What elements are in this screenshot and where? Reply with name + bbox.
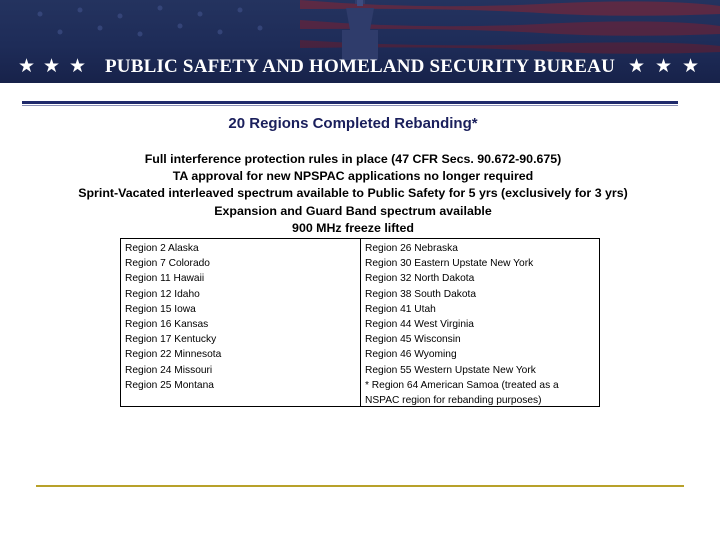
star-icon: ★: [18, 56, 36, 77]
top-divider: [22, 101, 678, 104]
summary-lines: [0, 151, 706, 237]
region-cell: Region 26 Nebraska: [365, 243, 458, 254]
summary-line: TA approval for new NPSPAC applications no longer required: [172, 169, 534, 184]
summary-line: Sprint-Vacated interleaved spectrum available to Public Safety for 5 yrs (exclusively for 3 yrs): [78, 186, 628, 201]
star-icon: ★: [655, 56, 673, 77]
region-cell: Region 17 Kentucky: [125, 334, 217, 346]
regions-table: [120, 238, 600, 407]
summary-line: Full interference protection rules in place (47 CFR Secs. 90.672-90.675): [144, 152, 562, 166]
region-cell: Region 30 Eastern Upstate New York: [365, 258, 534, 270]
region-cell: NSPAC region for rebanding purposes): [365, 395, 542, 407]
flag-stars: [38, 6, 263, 37]
region-cell: Region 22 Minnesota: [125, 349, 222, 361]
region-cell: Region 46 Wyoming: [365, 349, 457, 361]
region-cell: Region 25 Montana: [125, 379, 214, 391]
star-icon: ★: [628, 56, 646, 77]
region-cell: Region 11 Hawaii: [125, 273, 205, 285]
capitol-tower-silhouette: [342, 0, 378, 60]
region-cell: Region 12 Idaho: [125, 288, 200, 300]
region-cell: Region 45 Wisconsin: [365, 334, 461, 346]
slide-title: 20 Regions Completed Rebanding*: [228, 115, 478, 132]
region-cell: * Region 64 American Samoa (treated as a: [365, 379, 559, 391]
regions-left-column: [121, 239, 361, 406]
regions-right-column: [361, 239, 599, 406]
region-cell: Region 41 Utah: [365, 303, 436, 315]
region-cell: Region 55 Western Upstate New York: [365, 364, 536, 376]
summary-line: Expansion and Guard Band spectrum available: [214, 203, 492, 218]
bureau-title: PUBLIC SAFETY AND HOMELAND SECURITY BUREAU: [104, 56, 616, 77]
star-icon: ★: [43, 56, 61, 77]
region-cell: Region 16 Kansas: [125, 319, 209, 331]
region-cell: Region 38 South Dakota: [365, 288, 477, 300]
star-icon: ★: [69, 56, 87, 77]
region-cell: Region 7 Colorado: [125, 258, 210, 270]
star-icon: ★: [682, 56, 700, 77]
region-cell: Region 15 Iowa: [125, 303, 196, 315]
header-banner: [0, 0, 720, 83]
region-cell: Region 24 Missouri: [125, 364, 213, 376]
region-cell: Region 2 Alaska: [125, 243, 199, 254]
bottom-divider: [36, 485, 684, 487]
summary-line: 900 MHz freeze lifted: [292, 220, 414, 235]
region-cell: Region 32 North Dakota: [365, 273, 475, 285]
region-cell: Region 44 West Virginia: [365, 319, 474, 331]
